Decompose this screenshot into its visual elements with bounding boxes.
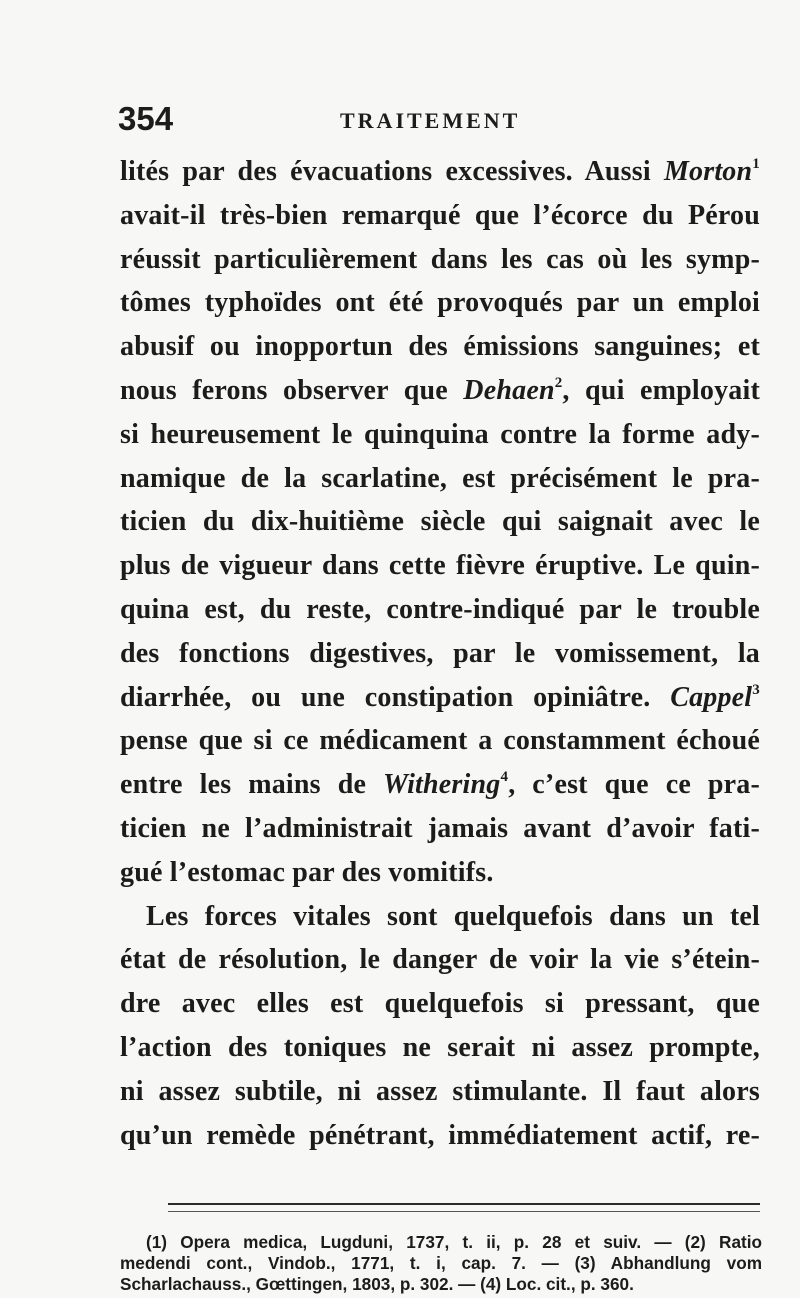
author-name: Withering — [383, 769, 501, 801]
footnote-divider — [168, 1203, 760, 1205]
text-line: tômes typhoïdes ont été provoqués par un emploi — [120, 287, 760, 319]
text-line: Les forces vitales sont quelquefois dans un tel — [146, 900, 760, 932]
text-line: ni assez subtile, ni assez stimulante. Il faut alors — [120, 1075, 760, 1107]
page-header — [118, 100, 718, 150]
text-line: pense que si ce médicament a constamment échoué — [120, 725, 760, 757]
footnotes — [120, 1232, 762, 1295]
text-line: réussit particulièrement dans les cas où les symp- — [120, 243, 760, 275]
footnote-ref: 3 — [752, 681, 760, 698]
text-line: plus de vigueur dans cette fièvre éruptive. Le quin- — [120, 550, 760, 582]
text-line: diarrhée, ou une constipation opiniâtre. Cappel$^3$ — [120, 681, 760, 713]
text-line: l’action des toniques ne serait ni assez prompte, — [120, 1031, 760, 1063]
footnote-line: Scharlachauss., Gœttingen, 1803, p. 302. — (4) Loc. cit., p. 360. — [120, 1274, 634, 1294]
footnote-ref: 2 — [554, 374, 563, 391]
author-name: Dehaen — [463, 374, 555, 406]
footnote-ref: 1 — [752, 156, 760, 172]
text-line: namique de la scarlatine, est précisément le pra- — [120, 462, 760, 494]
text-line: entre les mains de Withering$^4$, c’est que ce pra- — [120, 769, 760, 801]
text-line: avait-il très-bien remarqué que l’écorce du Pérou — [120, 199, 760, 231]
running-title: TRAITEMENT — [340, 108, 521, 133]
text-line: ticien du dix-huitième siècle qui saignait avec le — [120, 506, 760, 538]
author-name: Cappel — [670, 681, 753, 713]
text-line: nous ferons observer que Dehaen$^2$, qui employait — [120, 374, 760, 406]
footnote-divider-thin — [168, 1211, 760, 1212]
main-text — [120, 150, 760, 1157]
text-line: dre avec elles est quelquefois si pressant, que — [120, 988, 760, 1020]
footnote-ref: 4 — [500, 769, 509, 786]
text-line: ticien ne l’administrait jamais avant d’avoir fati- — [120, 812, 760, 844]
text-line: des fonctions digestives, par le vomissement, la — [120, 637, 760, 669]
text-line: lités par des évacuations excessives. Aussi Morton$^1$ — [120, 156, 760, 187]
text-line: qu’un remède pénétrant, immédiatement actif, re- — [120, 1119, 760, 1151]
text-line: si heureusement le quinquina contre la forme ady- — [120, 418, 760, 450]
text-line: abusif ou inopportun des émissions sanguines; et — [120, 331, 760, 363]
footnote-line: (1) Opera medica, Lugduni, 1737, t. ii, p. 28 et suiv. — (2) Ratio — [146, 1232, 762, 1252]
text-line: gué l’estomac par des vomitifs. — [120, 856, 494, 888]
text-line: quina est, du reste, contre-indiqué par le trouble — [120, 593, 760, 625]
author-name: Morton — [663, 156, 753, 187]
page-number: 354 — [118, 100, 174, 137]
text-line: état de résolution, le danger de voir la vie s’étein- — [120, 944, 760, 976]
footnote-line: medendi cont., Vindob., 1771, t. i, cap. 7. — (3) Abhandlung vom — [120, 1253, 762, 1273]
